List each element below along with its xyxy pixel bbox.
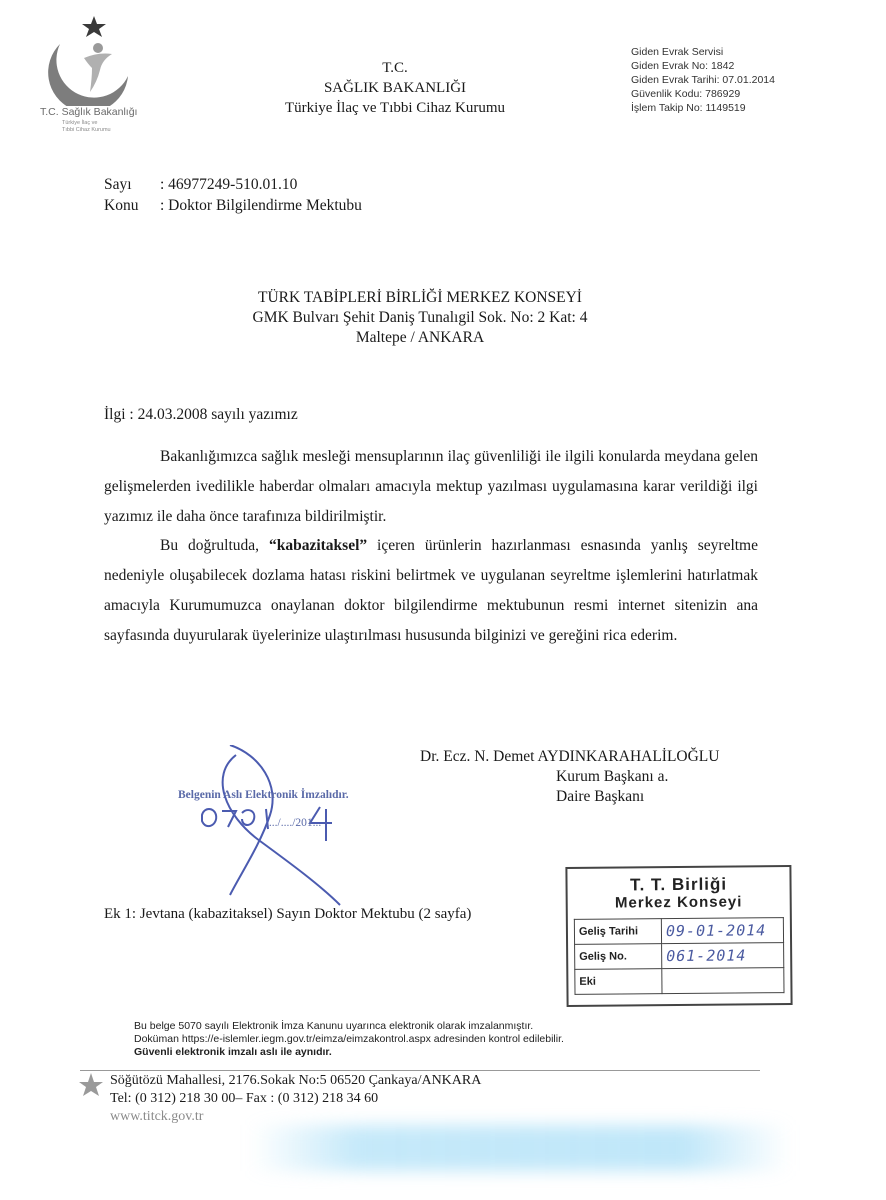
- footer-address: Söğütözü Mahallesi, 2176.Sokak No:5 06520 Çankaya/ANKARA: [110, 1073, 482, 1088]
- sayi-value: : 46977249-510.01.10: [160, 176, 298, 193]
- paragraph-text: Bakanlığımızca sağlık mesleği mensuplarının ilaç güvenliliği ile ilgili konularda meydana gelen gelişmelerden ivedilikle haberdar olmaları amacıyla mektup yazılması uygulamasına karar verildiği ilgi yazımız ile daha önce tarafınıza bildirilmiştir.: [104, 448, 758, 525]
- sayi-row: [104, 174, 362, 195]
- letterhead: [260, 58, 530, 118]
- notice-line: Doküman https://e-islemler.iegm.gov.tr/eimza/eimzakontrol.aspx adresinden kontrol edilebilir.: [134, 1033, 564, 1045]
- footer-contact: [110, 1072, 481, 1126]
- stamp-row: [574, 918, 783, 945]
- signatory-title: Daire Başkanı: [556, 788, 645, 805]
- info-line: Giden Evrak Servisi: [631, 46, 724, 58]
- drug-name: “kabazitaksel”: [268, 537, 368, 554]
- letterhead-line: SAĞLIK BAKANLIĞI: [323, 80, 467, 96]
- received-stamp: [565, 865, 792, 1007]
- ministry-logo: [40, 14, 155, 134]
- recipient-address: [170, 288, 670, 348]
- konu-value: : Doktor Bilgilendirme Mektubu: [160, 197, 362, 214]
- outgoing-document-info: [631, 45, 775, 115]
- info-line: İşlem Takip No: 1149519: [631, 102, 746, 114]
- e-signature-notice: [134, 1020, 564, 1059]
- konu-label: Konu: [104, 197, 139, 214]
- scan-artifact: [250, 1125, 790, 1171]
- body-paragraph-1: [104, 442, 758, 532]
- notice-line-bold: Güvenli elektronik imzalı aslı ile aynıdır.: [134, 1046, 332, 1058]
- info-line: Güvenlik Kodu: 786929: [631, 88, 741, 100]
- stamp-label: Eki: [575, 969, 662, 995]
- logo-subtext: Tıbbi Cihaz Kurumu: [62, 127, 111, 133]
- signature-block: [420, 747, 760, 807]
- notice-line: Bu belge 5070 sayılı Elektronik İmza Kanunu uyarınca elektronik olarak imzalanmıştır.: [134, 1020, 534, 1032]
- reference-block: [104, 174, 362, 216]
- stamp-text: Belgenin Aslı Elektronik İmzalıdır.: [178, 789, 349, 801]
- footer-divider: [80, 1070, 760, 1071]
- stamp-row: [575, 943, 784, 970]
- stamp-label: Geliş No.: [575, 944, 662, 970]
- attachment-line: Ek 1: Jevtana (kabazitaksel) Sayın Doktor Mektubu (2 sayfa): [104, 906, 472, 922]
- handwritten-signature-icon: [170, 745, 370, 915]
- stamp-label: Geliş Tarihi: [574, 919, 661, 945]
- original-electronic-signature-stamp: [170, 745, 370, 915]
- attachment-value: [662, 968, 784, 994]
- recipient-street: GMK Bulvarı Şehit Daniş Tunalıgil Sok. No: 2 Kat: 4: [252, 309, 588, 326]
- sayi-label: Sayı: [104, 176, 132, 193]
- footer-phone: Tel: (0 312) 218 30 00– Fax : (0 312) 218 34 60: [110, 1091, 379, 1106]
- ministry-crescent-star-icon: [40, 14, 150, 106]
- paragraph-rest: içeren ürünlerin hazırlanması esnasında yanlış seyreltme nedeniyle oluşabilecek dozlama hatası riskini belirtmek ve uygulanan seyreltme işlemlerini hatırlatmak amacıyla Kurumumuzca onaylanan doktor bilgilendirme mektubunun resmi internet sitenizin ana sayfasında duyurularak üyelerinize ulaştırılması hususunda bilginizi ve gereğini rica ederim.: [104, 537, 758, 644]
- recipient-city: Maltepe / ANKARA: [355, 329, 485, 346]
- signatory-title: Kurum Başkanı a.: [556, 768, 669, 785]
- letterhead-line: T.C.: [382, 60, 408, 76]
- stamp-subtitle: Merkez Konseyi: [614, 893, 743, 912]
- received-number: 061-2014: [662, 943, 784, 969]
- logo-subtext: Türkiye İlaç ve: [62, 120, 98, 126]
- footer-star-icon: [78, 1072, 104, 1098]
- konu-row: [104, 195, 362, 216]
- received-date: 09-01-2014: [661, 918, 783, 944]
- stamp-table: [574, 917, 785, 995]
- stamp-title: T. T. Birliği: [629, 874, 728, 895]
- info-line: Giden Evrak Tarihi: 07.01.2014: [631, 74, 775, 86]
- paragraph-start: Bu doğrultuda,: [160, 537, 269, 554]
- signatory-name: Dr. Ecz. N. Demet AYDINKARAHALİLOĞLU: [420, 748, 720, 765]
- footer-website: www.titck.gov.tr: [110, 1109, 204, 1124]
- related-reference: İlgi : 24.03.2008 sayılı yazımız: [104, 406, 298, 423]
- letterhead-line: Türkiye İlaç ve Tıbbi Cihaz Kurumu: [284, 100, 506, 116]
- paragraph-text: [104, 531, 758, 651]
- stamp-row: [575, 968, 784, 995]
- info-line: Giden Evrak No: 1842: [631, 60, 735, 72]
- stamp-date-placeholder: ..../..../201...: [266, 817, 322, 829]
- recipient-name: TÜRK TABİPLERİ BİRLİĞİ MERKEZ KONSEYİ: [258, 289, 582, 306]
- logo-brand-text: T.C. Sağlık Bakanlığı: [40, 106, 138, 118]
- body-paragraph-2: [104, 531, 758, 651]
